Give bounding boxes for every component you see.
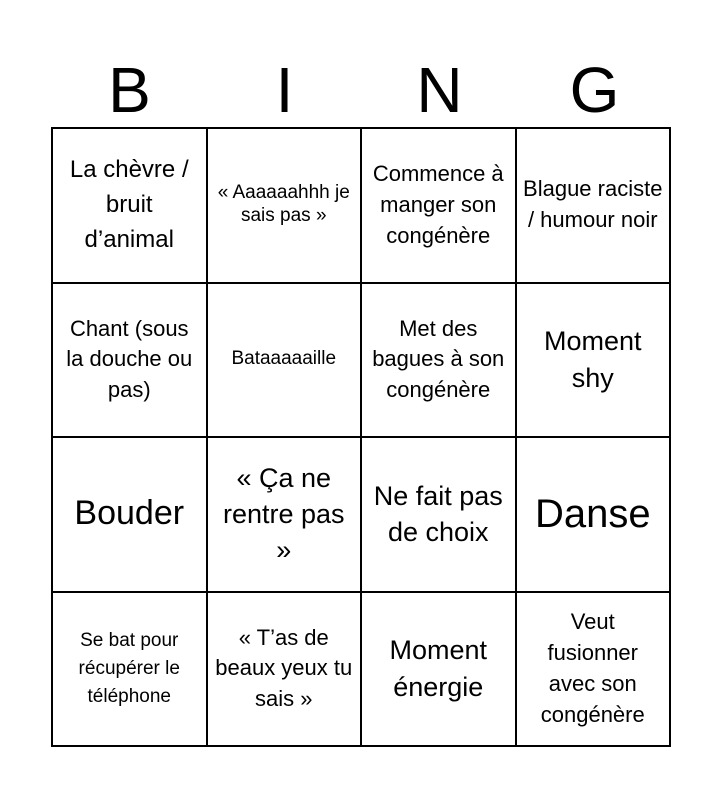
bingo-cell[interactable]: Se bat pour récupérer le téléphone: [52, 592, 207, 747]
header-letter-i: I: [275, 54, 294, 126]
bingo-cell[interactable]: Blague raciste / humour noir: [516, 128, 671, 283]
bingo-header: [52, 52, 672, 128]
header-letter-g: G: [569, 54, 620, 126]
header-letter-n: N: [416, 54, 463, 126]
header-letter-b: B: [108, 54, 151, 126]
bingo-board: [51, 127, 671, 747]
bingo-cell[interactable]: « T’as de beaux yeux tu sais »: [207, 592, 362, 747]
bingo-cell[interactable]: Veut fusionner avec son congénère: [516, 592, 671, 747]
bingo-cell[interactable]: Met des bagues à son congénère: [361, 283, 516, 438]
bingo-cell[interactable]: Danse: [516, 437, 671, 592]
bingo-cell[interactable]: Ne fait pas de choix: [361, 437, 516, 592]
bingo-cell[interactable]: La chèvre / bruit d’animal: [52, 128, 207, 283]
bingo-cell[interactable]: « Aaaaaahhh je sais pas »: [207, 128, 362, 283]
bingo-cell[interactable]: Bouder: [52, 437, 207, 592]
bingo-cell[interactable]: Moment énergie: [361, 592, 516, 747]
bingo-cell[interactable]: Chant (sous la douche ou pas): [52, 283, 207, 438]
bingo-cell[interactable]: « Ça ne rentre pas »: [207, 437, 362, 592]
bingo-cell[interactable]: Bataaaaaille: [207, 283, 362, 438]
bingo-cell[interactable]: Moment shy: [516, 283, 671, 438]
bingo-cell[interactable]: Commence à manger son congénère: [361, 128, 516, 283]
